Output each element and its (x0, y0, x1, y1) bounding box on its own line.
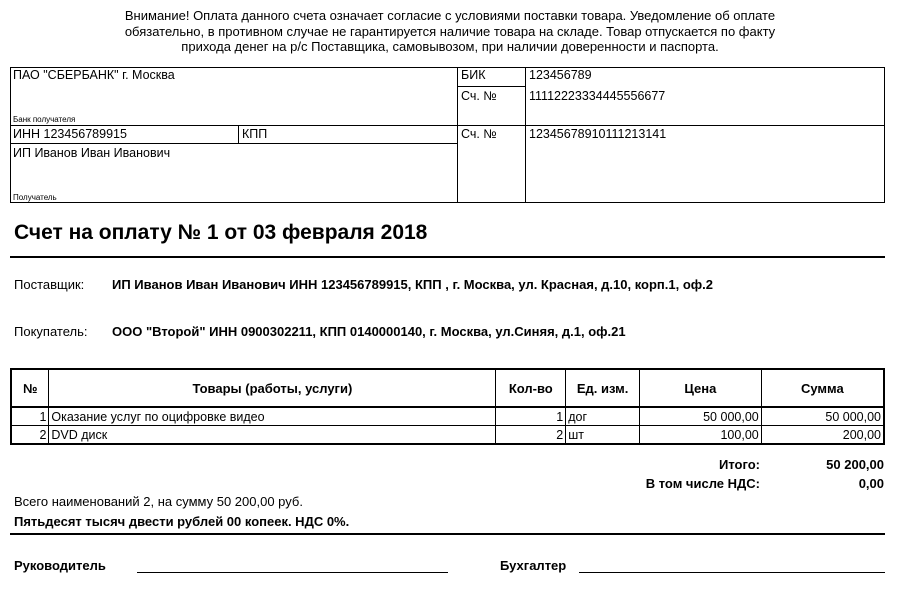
inn-field: ИНН 123456789915 (13, 127, 127, 141)
cell-qty: 2 (496, 426, 566, 445)
items-table (10, 368, 885, 445)
notice-line-1: Внимание! Оплата данного счета означает согласие с условиями поставки товара. Уведомление об оплате (124, 8, 776, 23)
col-header-unit: Ед. изм. (566, 369, 640, 407)
head-signature-label: Руководитель (14, 558, 106, 573)
amount-in-words: Пятьдесят тысяч двести рублей 00 копеек. НДС 0%. (14, 514, 350, 529)
bank-caption: Банк получателя (13, 115, 76, 124)
corr-account-value: 11112223334445556677 (529, 89, 666, 103)
table-header-row (11, 369, 884, 407)
summary-divider (10, 533, 885, 535)
buyer-value: ООО "Второй" ИНН 0900302211, КПП 0140000140, г. Москва, ул.Синяя, д.1, оф.21 (112, 324, 626, 339)
cell-goods: DVD диск (49, 426, 496, 445)
bik-label: БИК (461, 68, 486, 82)
table-row (11, 407, 884, 426)
items-summary: Всего наименований 2, на сумму 50 200,00 руб. (14, 494, 303, 509)
col-header-sum: Сумма (761, 369, 884, 407)
total-label: Итого: (719, 457, 760, 472)
bank-name: ПАО "СБЕРБАНК" г. Москва (13, 68, 175, 82)
buyer-label: Покупатель: (14, 324, 88, 339)
notice-line-3: прихода денег на р/с Поставщика, самовывозом, при наличии доверенности и паспорта. (181, 39, 719, 54)
table-row (11, 426, 884, 445)
cell-price: 100,00 (640, 426, 762, 445)
col-header-qty: Кол-во (496, 369, 566, 407)
col-header-goods: Товары (работы, услуги) (49, 369, 496, 407)
account-label: Сч. № (461, 127, 497, 141)
cell-num: 2 (11, 426, 49, 445)
notice-line-2: обязательно, в противном случае не гарантируется наличие товара на складе. Товар отпускается по факту (124, 23, 776, 39)
cell-sum: 50 000,00 (761, 407, 884, 426)
vat-value: 0,00 (858, 476, 884, 491)
vat-label: В том числе НДС: (645, 476, 760, 491)
supplier-label: Поставщик: (14, 277, 85, 292)
cell-unit: шт (566, 426, 640, 445)
bank-details-box (10, 67, 885, 203)
account-value: 12345678910111213141 (529, 127, 667, 141)
recipient-name: ИП Иванов Иван Иванович (13, 146, 171, 160)
kpp-label: КПП (242, 127, 268, 141)
corr-account-label: Сч. № (461, 89, 497, 103)
cell-sum: 200,00 (761, 426, 884, 445)
cell-num: 1 (11, 407, 49, 426)
cell-qty: 1 (496, 407, 566, 426)
bik-value: 123456789 (529, 68, 592, 82)
head-signature-line (137, 572, 448, 573)
payment-notice (60, 8, 840, 55)
col-header-price: Цена (640, 369, 762, 407)
supplier-value: ИП Иванов Иван Иванович ИНН 123456789915, КПП , г. Москва, ул. Красная, д.10, корп.1, оф.2 (112, 277, 714, 292)
cell-goods: Оказание услуг по оцифровке видео (49, 407, 496, 426)
accountant-signature-label: Бухгалтер (500, 558, 567, 573)
recipient-caption: Получатель (13, 193, 57, 202)
invoice-title: Счет на оплату № 1 от 03 февраля 2018 (14, 221, 428, 244)
total-value: 50 200,00 (826, 457, 884, 472)
title-divider (10, 256, 885, 258)
cell-unit: дог (566, 407, 640, 426)
col-header-num: № (11, 369, 49, 407)
accountant-signature-line (579, 572, 885, 573)
cell-price: 50 000,00 (640, 407, 762, 426)
